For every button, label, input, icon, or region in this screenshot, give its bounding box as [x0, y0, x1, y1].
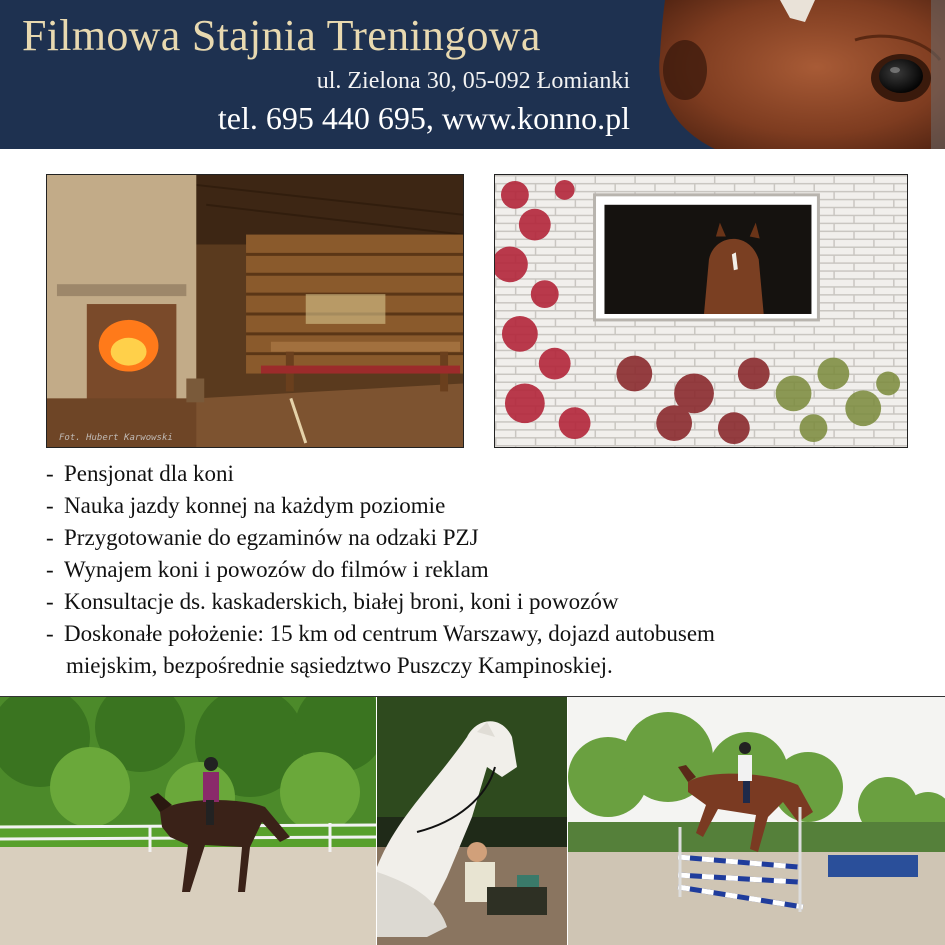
- horse-head-photo: [655, 0, 945, 149]
- show-jumping-photo: [568, 697, 945, 945]
- service-item: - Przygotowanie do egzaminów na odzaki PZJ: [46, 522, 926, 554]
- service-item: - Nauka jazdy konnej na każdym poziomie: [46, 490, 926, 522]
- service-item-continuation: miejskim, bezpośrednie sąsiedztwo Puszczy Kampinoskiej.: [66, 653, 613, 678]
- address-line: ul. Zielona 30, 05-092 Łomianki: [316, 68, 630, 94]
- photo-credit: Fot. Hubert Karwowski: [59, 433, 173, 443]
- stable-name-title: Filmowa Stajnia Treningowa: [22, 11, 541, 60]
- service-item: - Pensjonat dla koni: [46, 458, 926, 490]
- service-item: - Doskonałe położenie: 15 km od centrum Warszawy, dojazd autobusem miejskim, bezpośrednie sąsiedztwo Puszczy Kampinoskiej.: [46, 618, 926, 682]
- rider-trot-photo: [0, 697, 376, 945]
- service-item: - Wynajem koni i powozów do filmów i reklam: [46, 554, 926, 586]
- service-item: - Konsultacje ds. kaskaderskich, białej broni, koni i powozów: [46, 586, 926, 618]
- horse-window-photo: [494, 174, 908, 448]
- grey-horse-trick-photo: [377, 697, 567, 945]
- stable-interior-photo: [46, 174, 464, 448]
- header-banner: [0, 0, 945, 149]
- contact-line: tel. 695 440 695, www.konno.pl: [217, 100, 630, 136]
- services-list: [46, 458, 926, 682]
